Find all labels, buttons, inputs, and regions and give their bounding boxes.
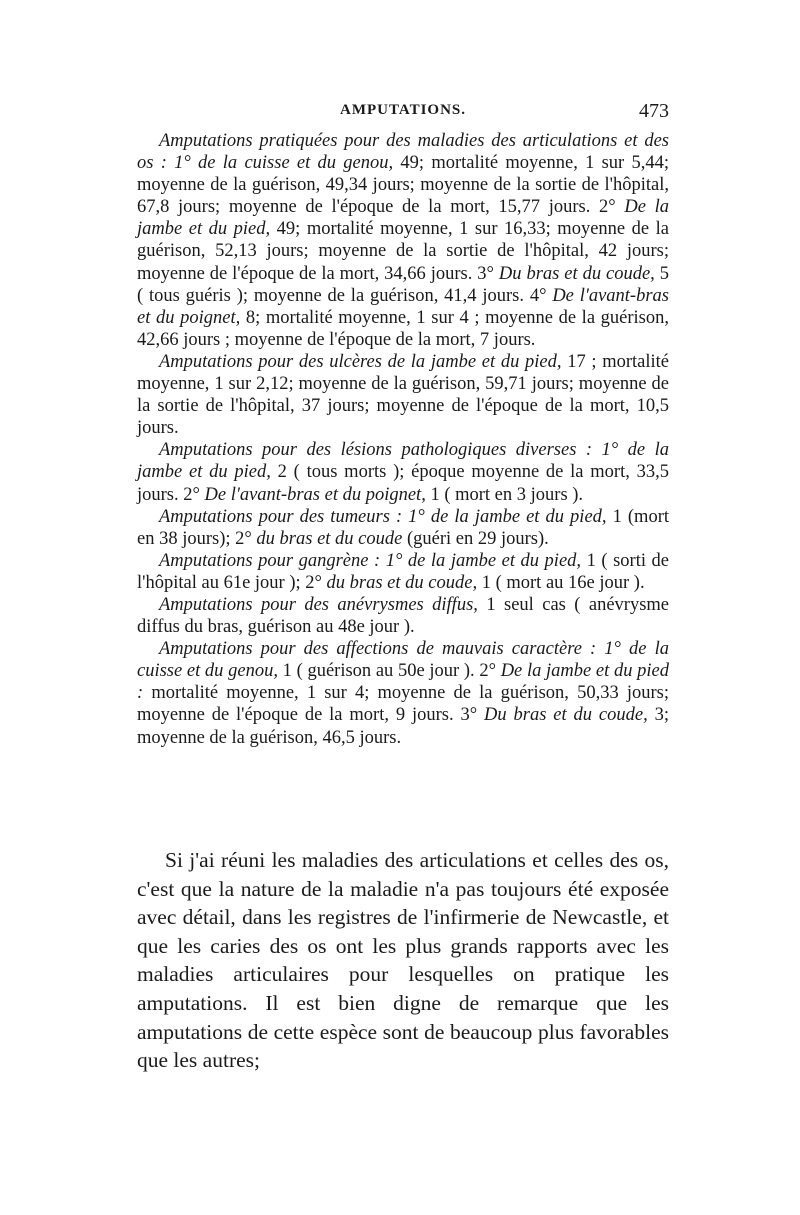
note-paragraph: Amputations pour gangrène : 1° de la jambe et du pied, 1 ( sorti de l'hôpital au 61e jour ); 2° du bras et du coude, 1 ( mort au 16e jour ). [137,550,669,593]
main-paragraph: Si j'ai réuni les maladies des articulations et celles des os, c'est que la nature de la maladie n'a pas toujours été exposée avec détail, dans les registres de l'infirmerie de Newcastle, et que les caries des os ont les plus grands rapports avec les maladies articulaires pour lesquelles on pratique les amputations. Il est bien digne de remarque que les amputations de cette espèce sont de beaucoup plus favorables que les autres; [137,848,669,1073]
note-paragraph: Amputations pour des lésions pathologiques diverses : 1° de la jambe et du pied, 2 ( tous morts ); époque moyenne de la mort, 33,5 jours. 2° De l'avant-bras et du poignet, 1 ( mort en 3 jours ). [137,440,669,505]
note-paragraph: Amputations pour des tumeurs : 1° de la jambe et du pied, 1 (mort en 38 jours); 2° du bras et du coude (guéri en 29 jours). [137,506,669,549]
running-title: AMPUTATIONS. [339,102,467,118]
note-paragraph: Amputations pratiquées pour des maladies des articulations et des os : 1° de la cuisse et du genou, 49; mortalité moyenne, 1 sur 5,44; moyenne de la guérison, 49,34 jours; moyenne de la sortie de l'hôpital, 67,8 jours; moyenne de l'époque de la mort, 15,77 jours. 2° De la jambe et du pied, 49; mortalité moyenne, 1 sur 16,33; moyenne de la guérison, 52,13 jours; moyenne de la sortie de l'hôpital, 42 jours; moyenne de l'époque de la mort, 34,66 jours. 3° Du bras et du coude, 5 ( tous guéris ); moyenne de la guérison, 41,4 jours. 4° De l'avant-bras et du poignet, 8; mortalité moyenne, 1 sur 4 ; moyenne de la guérison, 42,66 jours ; moyenne de l'époque de la mort, 7 jours. [137,131,669,350]
main-text [137,846,669,1075]
statistics-notes [137,130,669,749]
note-paragraph: Amputations pour des affections de mauvais caractère : 1° de la cuisse et du genou, 1 ( guérison au 50e jour ). 2° De la jambe et du pied : mortalité moyenne, 1 sur 4; moyenne de la guérison, 50,33 jours; moyenne de l'époque de la mort, 9 jours. 3° Du bras et du coude, 3; moyenne de la guérison, 46,5 jours. [137,639,669,748]
note-paragraph: Amputations pour des ulcères de la jambe et du pied, 17 ; mortalité moyenne, 1 sur 2,12; moyenne de la guérison, 59,71 jours; moyenne de la sortie de l'hôpital, 37 jours; moyenne de l'époque de la mort, 10,5 jours. [137,351,669,439]
page-number: 473 [639,100,669,122]
page-header [137,100,669,126]
note-paragraph: Amputations pour des anévrysmes diffus, 1 seul cas ( anévrysme diffus du bras, guérison au 48e jour ). [137,594,670,638]
